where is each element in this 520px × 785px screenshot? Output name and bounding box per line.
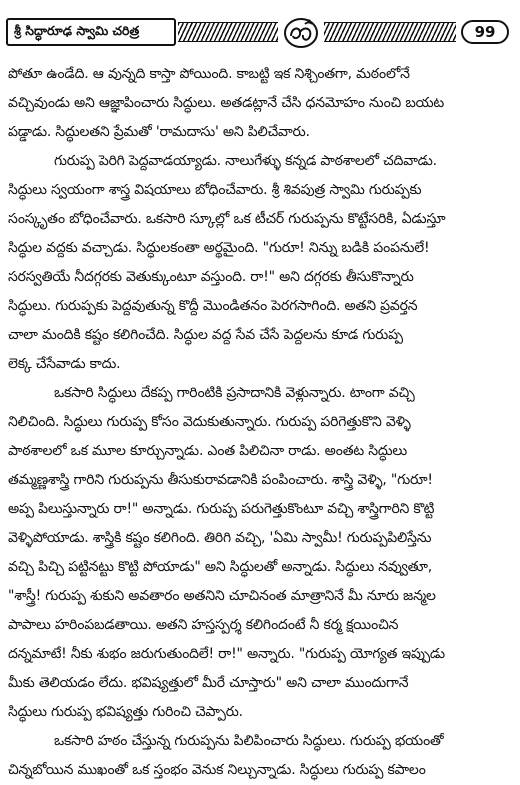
text-line: సిద్ధుల వద్దకు వచ్చాడు. సిద్ధులకంతా అర్థమైంది. "గురూ! నిన్ను బడికి పంపనులే! bbox=[8, 240, 430, 256]
text-line: నిలిచింది. సిద్ధులు గురుప్ప కోసం వెదుకుతున్నారు. గురుప్ప పరిగెత్తుకొని వెళ్ళి bbox=[8, 414, 411, 430]
text-line: పాపాలు హరింపబడతాయి. అతని హస్తస్పర్శ కలిగిందంటే నీ కర్మ క్షయించిన bbox=[8, 617, 399, 633]
text-line: సిద్ధులు. గురుప్పకు పెద్దవుతున్న కొద్దీ మొండితనం పెరగసాగింది. అతని ప్రవర్తన bbox=[8, 298, 418, 314]
page-number: 99 bbox=[461, 20, 509, 44]
text-line: పోతూ ఉండేది. ఆ వున్నది కాస్తా పోయింది. కాబట్టి ఇక నిశ్చింతగా, మఠంలోనే bbox=[8, 66, 410, 82]
book-title: శ్రీ సిద్ధారూఢ స్వామి చరిత్ర bbox=[6, 18, 176, 46]
text-line: చాలా మందికి కష్టం కలిగించేది. సిద్ధుల వద్ద సేవ చేసే పెద్దలను కూడ గురుప్ప bbox=[8, 327, 403, 343]
text-line: ఒకసారి హఠం చేస్తున్న గురుప్పను పిలిపించారు సిద్ధులు. గురుప్ప భయంతో bbox=[54, 733, 444, 749]
text-line: సిద్ధులు స్వయంగా శాస్త్ర విషయాలు బోధించేవారు. శ్రీ శివపుత్ర స్వామి గురుప్పకు bbox=[8, 182, 422, 198]
text-line: వచ్చివుండు అని ఆజ్ఞాపించారు సిద్ధులు. అతడట్లానే చేసి ధనమోహం నుంచి బయట bbox=[8, 95, 445, 111]
text-line: దన్నమాటే! నీకు శుభం జరుగుతుందిలే! రా!" అన్నారు. "గురుప్ప యోగ్యత ఇప్పుడు bbox=[8, 646, 445, 662]
text-line: గురుప్ప పెరిగి పెద్దవాడయ్యాడు. నాలుగేళ్ళు కన్నడ పాఠశాలలో చదివాడు. bbox=[54, 153, 437, 169]
text-line: పాఠశాలలో ఒక మూల కూర్చున్నాడు. ఎంత పిలిచినా రాడు. అంతట సిద్ధులు bbox=[8, 443, 407, 459]
text-line: లెక్క చేసేవాడు కాదు. bbox=[8, 356, 121, 372]
header-hatch-right bbox=[324, 22, 456, 42]
header-hatch-left bbox=[178, 22, 278, 42]
text-line: "శాస్త్రీ! గురుప్ప శుకుని అవతారం అతనిని చూచినంత మాత్రానినే మీ నూరు జన్మల bbox=[8, 588, 436, 604]
text-line: సిద్ధులు గురుప్ప భవిష్యత్తు గురించి చెప్పారు. bbox=[8, 704, 243, 720]
text-line: వచ్చి పిచ్చి పట్టినట్టు కొట్టి పోయాడు" అని సిద్ధులతో అన్నాడు. సిద్ధులు నవ్వుతూ, bbox=[8, 559, 432, 575]
text-line: పడ్డాడు. సిద్ధులతని ప్రేమతో 'రామదాసు' అని పిలిచేవారు. bbox=[8, 124, 310, 140]
text-line: సరస్వతియే నీదగ్గరకు వెతుక్కుంటూ వస్తుంది. రా!" అని దగ్గరకు తీసుకొన్నారు bbox=[8, 269, 414, 285]
text-line: మీకు తెలియడం లేదు. భవిష్యత్తులో మీరే చూస్తారు" అని చాలా ముందుగానే bbox=[8, 675, 409, 691]
text-line: వెళ్ళిపోయాడు. శాస్త్రికి కష్టం కలిగింది. తిరిగి వచ్చి, 'ఏమి స్వామీ! గురుప్పపిలిస్తేను bbox=[8, 530, 432, 546]
text-line: సంస్కృతం బోధించేవారు. ఒకసారి స్కూల్లో ఒక టీచర్ గురుప్పను కొట్టేసరికి, ఏడుస్తూ bbox=[8, 211, 446, 227]
text-line: చిన్నబోయిన ముఖంతో ఒక స్తంభం వెనుక నిల్చున్నాడు. సిద్ధులు గురుప్ప కపాలం bbox=[8, 762, 426, 778]
om-emblem-icon bbox=[282, 16, 320, 50]
text-line: ఒకసారి సిద్ధులు దేకప్ప గారింటికి ప్రసాదానికి వెళ్లున్నారు. టాంగా వచ్చి bbox=[54, 385, 415, 401]
body-text bbox=[8, 60, 514, 785]
text-line: తమ్మణ్ణశాస్త్రి గారిని గురుప్పను తీసుకురావడానికి పంపించారు. శాస్త్రి వెళ్ళి, "గురూ! bbox=[8, 472, 433, 488]
text-line: అప్ప పిలుస్తున్నారు రా!" అన్నాడు. గురుప్ప పరుగెత్తుకొంటూ వచ్చి శాస్త్రిగారిని కొట్టి bbox=[8, 501, 435, 517]
page-header bbox=[6, 18, 512, 48]
